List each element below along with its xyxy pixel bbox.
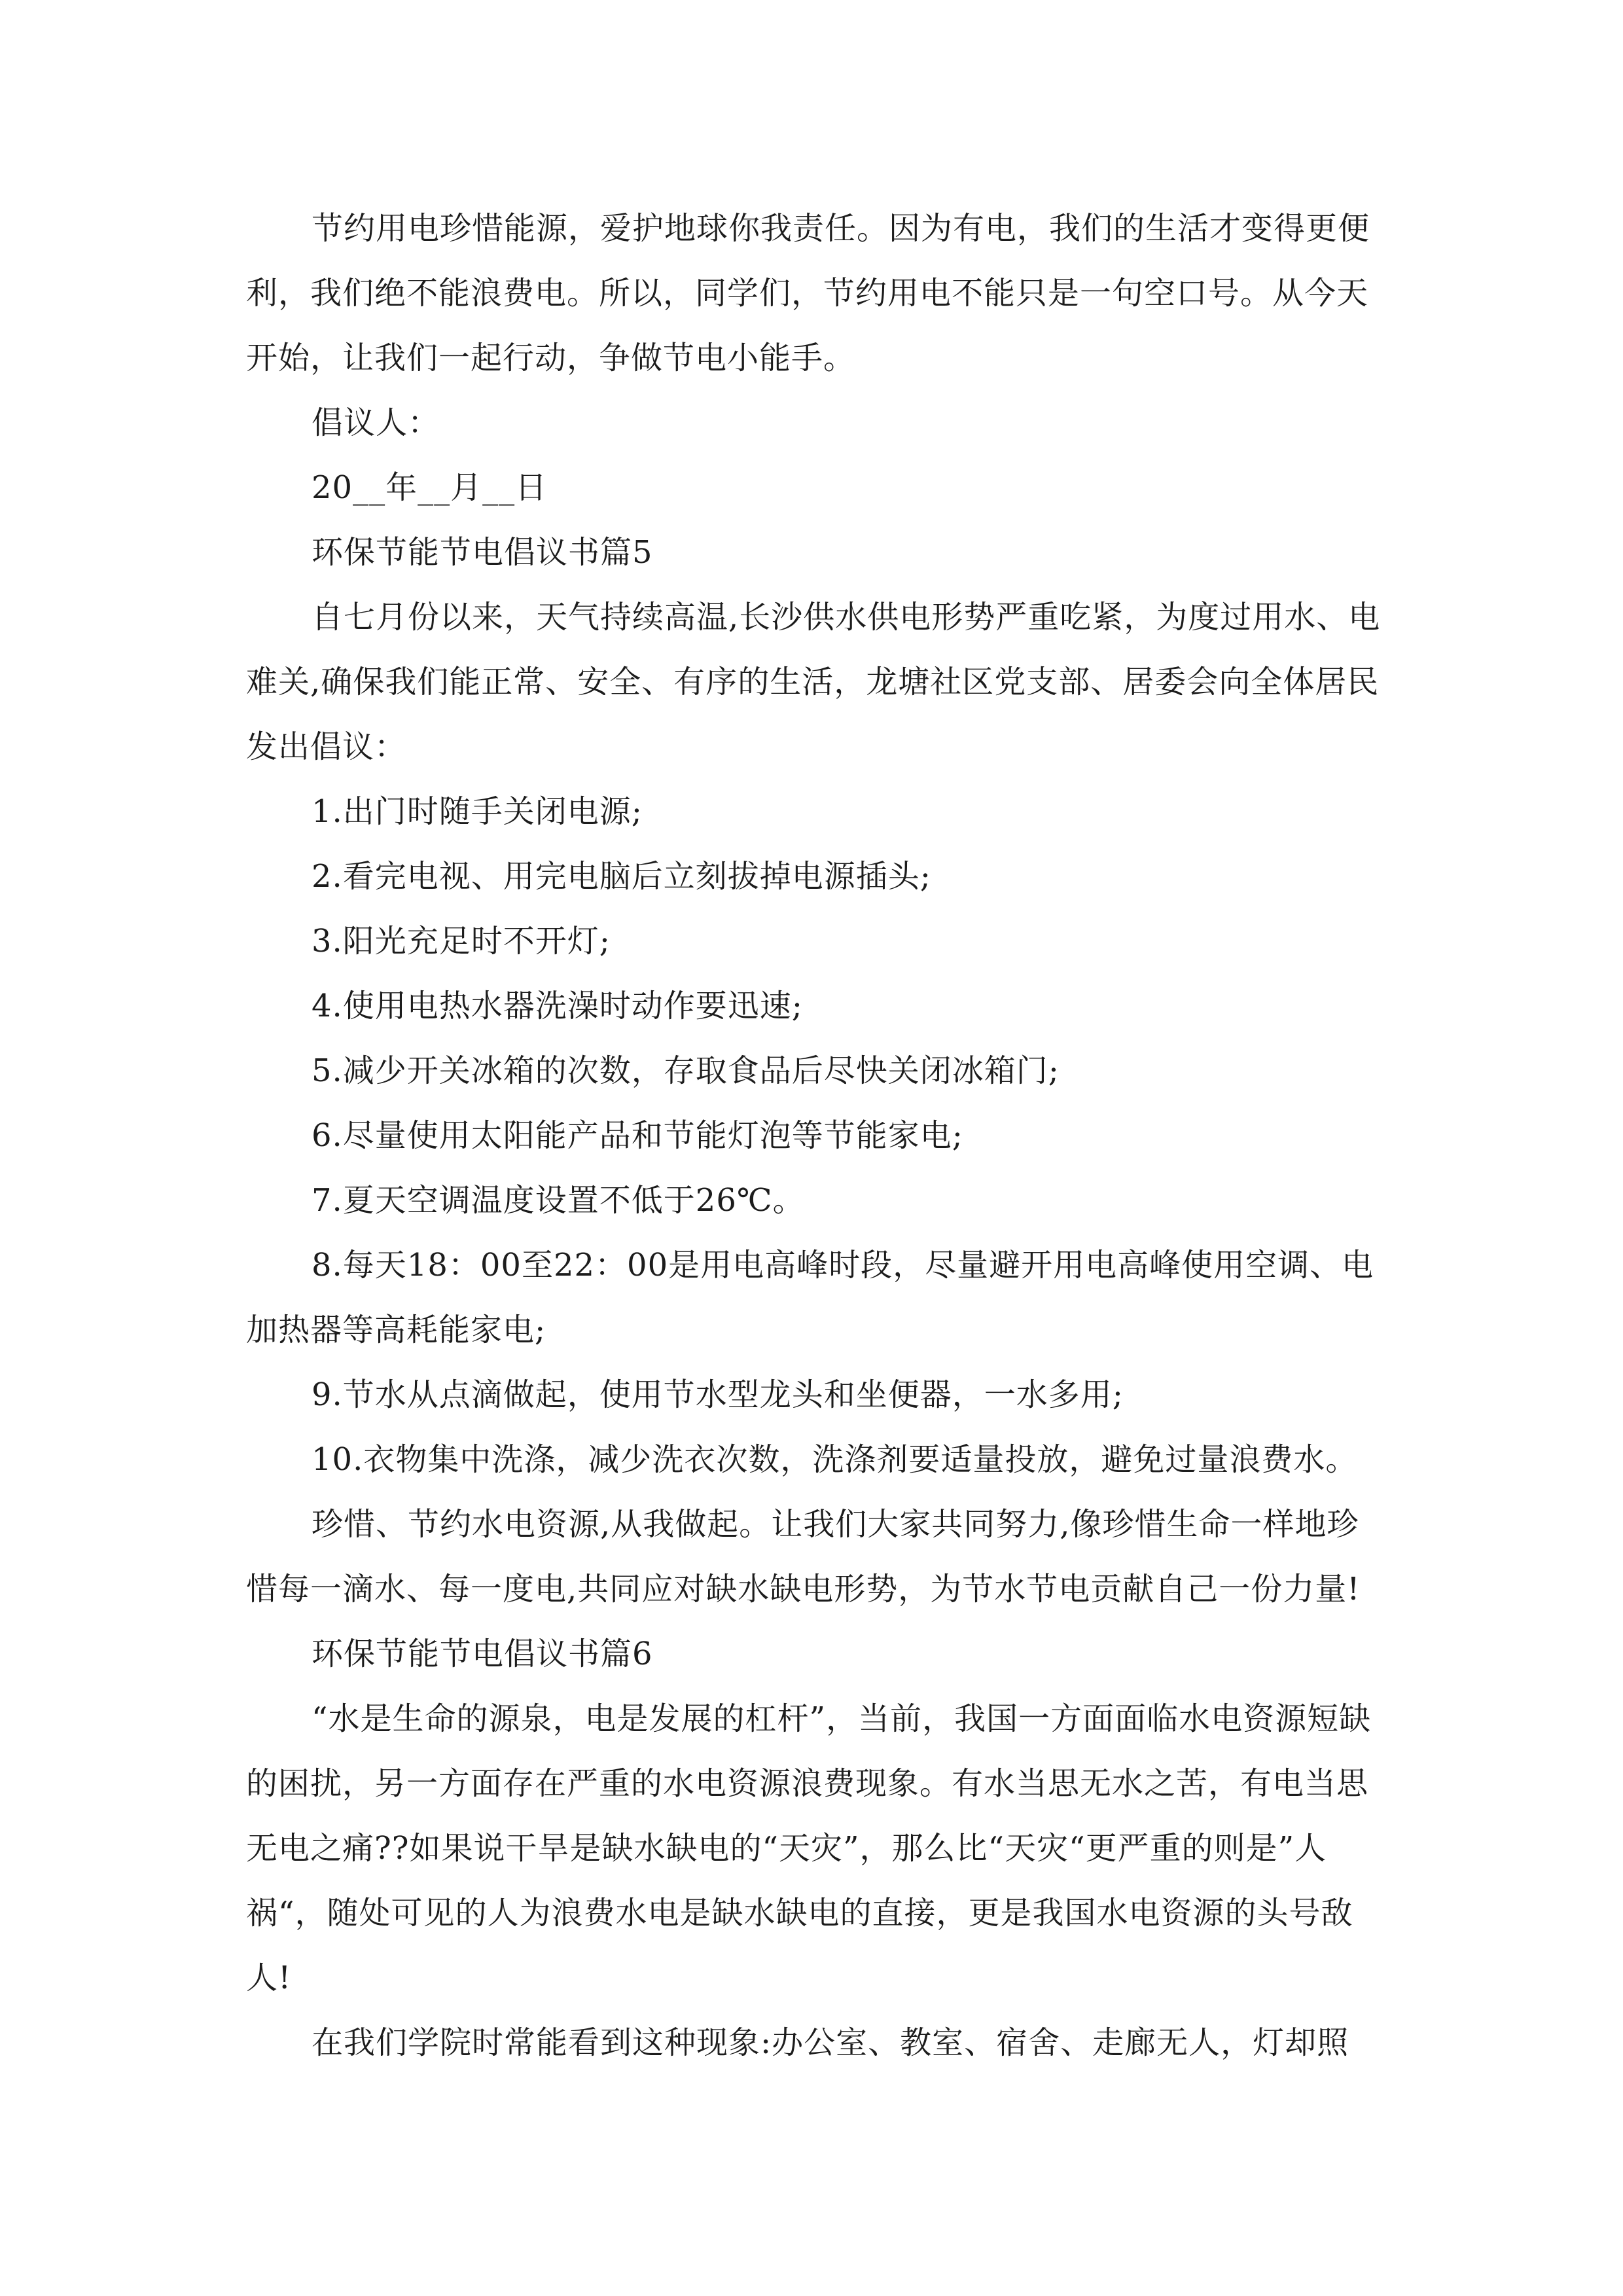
list-item-8: 8.每天18：00至22：00是用电高峰时段，尽量避开用电高峰使用空调、电加热器等高耗能家电; — [246, 1247, 1374, 1348]
list-item-4: 4.使用电热水器洗澡时动作要迅速; — [312, 988, 803, 1024]
list-item-10: 10.衣物集中洗涤，减少洗衣次数，洗涤剂要适量投放，避免过量浪费水。 — [312, 1441, 1358, 1478]
list-item-7: 7.夏天空调温度设置不低于26℃。 — [312, 1182, 805, 1219]
section-title-6: 环保节能节电倡议书篇6 — [312, 1636, 653, 1672]
paragraph-section5-intro: 自七月份以来，天气持续高温,长沙供水供电形势严重吃紧，为度过用水、电难关,确保我们能正常、安全、有序的生活，龙塘社区党支部、居委会向全体居民发出倡议： — [246, 599, 1381, 765]
paragraph-intro: 节约用电珍惜能源，爱护地球你我责任。因为有电，我们的生活才变得更便利，我们绝不能浪费电。所以，同学们，节约用电不能只是一句空口号。从今天开始，让我们一起行动，争做节电小能手。 — [246, 210, 1370, 376]
list-item-6: 6.尽量使用太阳能产品和节能灯泡等节能家电; — [312, 1117, 963, 1154]
list-item-2: 2.看完电视、用完电脑后立刻拔掉电源插头; — [312, 858, 931, 895]
document-body — [246, 196, 1382, 2075]
date-line: 20__年__月__日 — [312, 469, 548, 506]
paragraph-section6-intro: “水是生命的源泉，电是发展的杠杆”，当前，我国一方面面临水电资源短缺的困扰，另一方面存在严重的水电资源浪费现象。有水当思无水之苦，有电当思无电之痛??如果说干旱是缺水缺电的“天灾”，那么比“天灾“更严重的则是”人祸“，随处可见的人为浪费水电是缺水缺电的直接，更是我国水电资源的头号敌人! — [246, 1700, 1372, 1996]
paragraph-section6-observation: 在我们学院时常能看到这种现象:办公室、教室、宿舍、走廊无人，灯却照 — [312, 2024, 1349, 2061]
list-item-1: 1.出门时随手关闭电源; — [312, 793, 643, 830]
section-title-5: 环保节能节电倡议书篇5 — [312, 534, 653, 571]
list-item-3: 3.阳光充足时不开灯; — [312, 923, 611, 960]
paragraph-section5-closing: 珍惜、节约水电资源,从我做起。让我们大家共同努力,像珍惜生命一样地珍惜每一滴水、每一度电,共同应对缺水缺电形势，为节水节电贡献自己一份力量! — [246, 1506, 1361, 1607]
list-item-5: 5.减少开关冰箱的次数，存取食品后尽快关闭冰箱门; — [312, 1052, 1060, 1089]
list-item-9: 9.节水从点滴做起，使用节水型龙头和坐便器，一水多用; — [312, 1376, 1124, 1413]
signature-label: 倡议人： — [312, 404, 440, 441]
